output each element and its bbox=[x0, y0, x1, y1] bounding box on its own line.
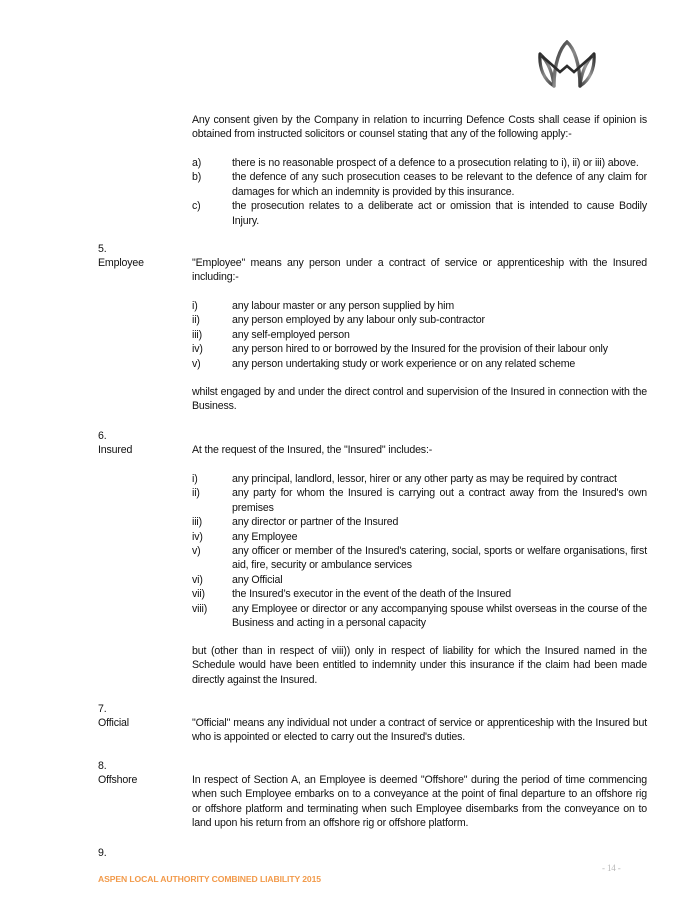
list-marker: iv) bbox=[192, 530, 203, 543]
list-item bbox=[192, 357, 647, 371]
list-item bbox=[192, 587, 647, 601]
list-item bbox=[192, 544, 647, 573]
list-item-text: any officer or member of the Insured's catering, social, sports or welfare organisations, first aid, fire, security or ambulance services bbox=[232, 545, 647, 572]
list-marker: i) bbox=[192, 473, 198, 485]
list-marker: iii) bbox=[192, 516, 202, 529]
list-item-text: any Employee bbox=[232, 530, 298, 543]
list-item bbox=[192, 299, 647, 313]
list-marker: a) bbox=[192, 157, 202, 169]
list-item-text: the defence of any such prosecution ceases to be relevant to the defence of any claim for damages for which an indemnity is provided by this insurance. bbox=[232, 171, 647, 198]
definition-lead-employee: "Employee" means any person under a contract of service or apprenticeship with the Insured including:- bbox=[192, 257, 647, 284]
list-item bbox=[192, 602, 647, 631]
list-marker: iii) bbox=[192, 328, 202, 341]
definition-term-insured: Insured bbox=[98, 444, 133, 456]
list-item-text: any principal, landlord, lessor, hirer or any other party as may be required by contract bbox=[232, 473, 617, 485]
list-item-text: there is no reasonable prospect of a defence to a prosecution relating to i), ii) or iii) above. bbox=[232, 157, 639, 169]
list-item bbox=[192, 170, 647, 199]
list-item-text: any labour master or any person supplied by him bbox=[232, 300, 455, 312]
definition-lead-insured: At the request of the Insured, the "Insured" includes:- bbox=[192, 444, 433, 456]
definition-term-employee: Employee bbox=[98, 257, 144, 269]
intro-conditions-list bbox=[192, 156, 647, 228]
list-marker: i) bbox=[192, 300, 198, 312]
definition-lead-official: "Official" means any individual not under a contract of service or apprenticeship with the Insured but who is appointed or elected to carry out the Insured's duties. bbox=[192, 717, 647, 744]
definition-lead-offshore: In respect of Section A, an Employee is deemed "Offshore" during the period of time commencing when such Employee embarks on to a conveyance at the point of final departure to an offshore rig or offshore platform and terminating when such Employee disembarks from the conveyance on to land upon his return from an offshore rig or offshore platform. bbox=[192, 774, 647, 830]
list-item-text: any person undertaking study or work experience or on any related scheme bbox=[232, 357, 576, 370]
list-item bbox=[192, 515, 647, 529]
list-item-text: the prosecution relates to a deliberate act or omission that is intended to cause Bodily Injury. bbox=[232, 200, 647, 227]
list-marker: v) bbox=[192, 357, 201, 370]
definition-tail-insured: but (other than in respect of viii)) only in respect of liability for which the Insured named in the Schedule would have been entitled to indemnity under this insurance if the claim had been made directly against the Insured. bbox=[192, 645, 647, 686]
list-item-text: any person employed by any labour only sub-contractor bbox=[232, 314, 485, 327]
list-item bbox=[192, 472, 647, 486]
list-marker: viii) bbox=[192, 602, 208, 615]
aspen-logo-icon bbox=[536, 40, 598, 88]
list-marker: b) bbox=[192, 171, 202, 184]
list-item-text: any self-employed person bbox=[232, 328, 350, 341]
list-marker: ii) bbox=[192, 314, 200, 327]
definition-tail-employee: whilst engaged by and under the direct control and supervision of the Insured in connection with the Business. bbox=[192, 386, 647, 413]
definition-term-official: Official bbox=[98, 717, 129, 729]
definition-number: 9. bbox=[98, 847, 107, 859]
list-item bbox=[192, 328, 647, 342]
definition-number: 8. bbox=[98, 760, 107, 772]
list-item bbox=[192, 156, 647, 170]
list-item bbox=[192, 313, 647, 327]
list-item-text: any party for whom the Insured is carrying out a contract away from the Insured's own premises bbox=[232, 487, 647, 514]
list-item-text: any Official bbox=[232, 573, 283, 586]
list-item-text: any Employee or director or any accompanying spouse whilst overseas in the course of the Business and acting in a personal capacity bbox=[232, 602, 647, 630]
insured-inclusions-list bbox=[192, 472, 647, 630]
list-marker: ii) bbox=[192, 487, 200, 500]
list-item-text: any director or partner of the Insured bbox=[232, 516, 399, 529]
list-item-text: any person hired to or borrowed by the Insured for the provision of their labour only bbox=[232, 343, 608, 356]
list-marker: v) bbox=[192, 545, 201, 558]
employee-inclusions-list bbox=[192, 299, 647, 371]
intro-paragraph: Any consent given by the Company in relation to incurring Defence Costs shall cease if opinion is obtained from instructed solicitors or counsel stating that any of the following apply:- bbox=[192, 114, 647, 141]
definition-number: 7. bbox=[98, 703, 107, 715]
footer-document-title: ASPEN LOCAL AUTHORITY COMBINED LIABILITY 2015 bbox=[98, 874, 321, 884]
definition-number: 5. bbox=[98, 243, 107, 255]
list-item bbox=[192, 486, 647, 515]
list-marker: vii) bbox=[192, 588, 205, 601]
definition-term-offshore: Offshore bbox=[98, 774, 138, 786]
list-item-text: the Insured’s executor in the event of the death of the Insured bbox=[232, 588, 511, 601]
list-marker: vi) bbox=[192, 573, 203, 586]
definition-number: 6. bbox=[98, 430, 107, 442]
list-marker: iv) bbox=[192, 343, 203, 356]
page-number: - 14 - bbox=[602, 863, 621, 873]
list-item bbox=[192, 199, 647, 228]
list-marker: c) bbox=[192, 200, 201, 213]
list-item bbox=[192, 573, 647, 587]
list-item bbox=[192, 530, 647, 544]
list-item bbox=[192, 342, 647, 356]
